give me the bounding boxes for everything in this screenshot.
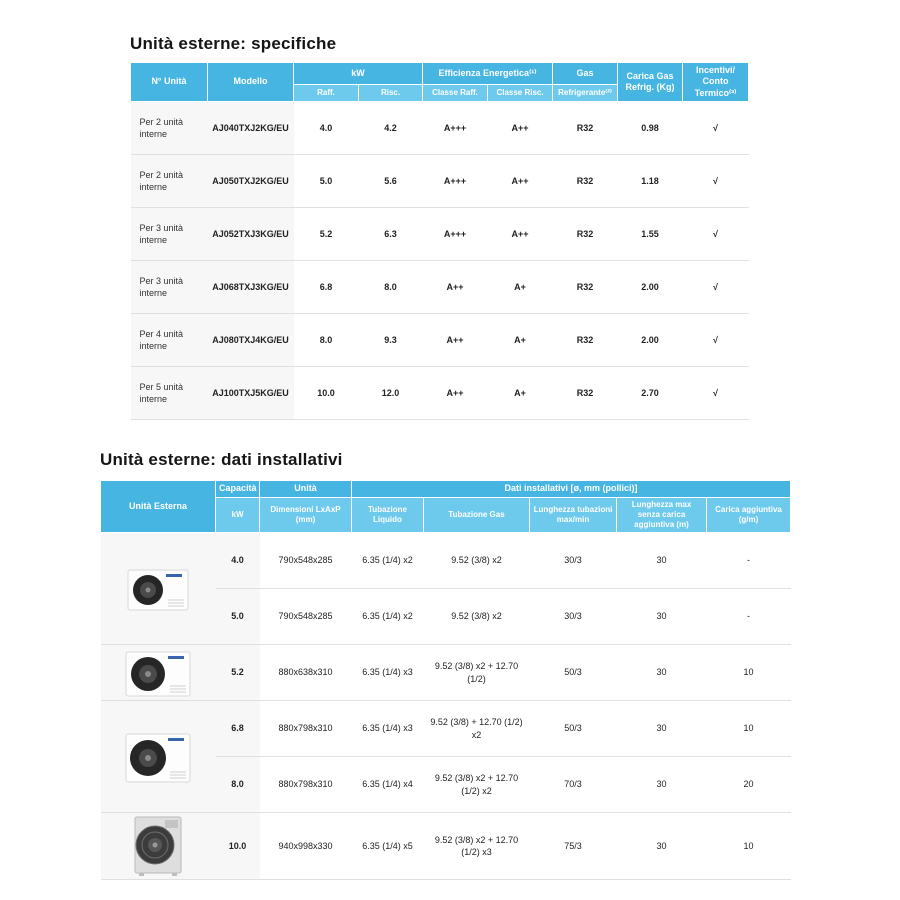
- cell-carica-gas: 2.70: [618, 367, 683, 420]
- cell-classe-raff: A++: [423, 367, 488, 420]
- column-group-gas: Gas: [553, 63, 618, 85]
- section-title-dati-installativi: Unità esterne: dati installativi: [100, 450, 343, 469]
- cell-lunghezza-tubazioni: 70/3: [530, 757, 617, 813]
- cell-carica-gas: 1.55: [618, 208, 683, 261]
- cell-modello: AJ040TXJ2KG/EU: [208, 102, 294, 155]
- outdoor-unit-medium-tall-image: [124, 730, 192, 784]
- cell-tubazione-gas: 9.52 (3/8) x2 + 12.70 (1/2) x3: [424, 813, 530, 880]
- cell-dimensioni: 880x798x310: [260, 701, 352, 757]
- cell-carica-gas: 2.00: [618, 314, 683, 367]
- cell-n-unita: Per 4 unità interne: [131, 314, 208, 367]
- column-header-tubazione-liquido: Tubazione Liquido: [352, 498, 424, 533]
- installation-data-table: [100, 480, 791, 880]
- cell-classe-risc: A++: [488, 102, 553, 155]
- cell-dimensioni: 790x548x285: [260, 589, 352, 645]
- column-header-lunghezza-tubazioni: Lunghezza tubazioni max/min: [530, 498, 617, 533]
- cell-tubazione-gas: 9.52 (3/8) x2 + 12.70 (1/2): [424, 645, 530, 701]
- cell-lunghezza-tubazioni: 75/3: [530, 813, 617, 880]
- cell-capacita: 5.2: [216, 645, 260, 701]
- cell-risc: 6.3: [359, 208, 423, 261]
- column-header-classe-raff: Classe Raff.: [423, 85, 488, 102]
- cell-classe-risc: A+: [488, 261, 553, 314]
- cell-classe-raff: A+++: [423, 102, 488, 155]
- table-row: [101, 701, 791, 757]
- column-group-kw: kW: [294, 63, 423, 85]
- column-header-carica-aggiuntiva: Carica aggiuntiva (g/m): [707, 498, 791, 533]
- cell-incentivi-check: √: [683, 367, 749, 420]
- cell-carica-gas: 1.18: [618, 155, 683, 208]
- column-header-n-unita: N° Unità: [131, 63, 208, 102]
- cell-lunghezza-max: 30: [617, 757, 707, 813]
- column-header-dimensioni: Dimensioni LxAxP (mm): [260, 498, 352, 533]
- table-row: [131, 208, 749, 261]
- cell-modello: AJ100TXJ5KG/EU: [208, 367, 294, 420]
- table-row: [131, 261, 749, 314]
- cell-n-unita: Per 2 unità interne: [131, 102, 208, 155]
- cell-tubazione-liquido: 6.35 (1/4) x2: [352, 589, 424, 645]
- cell-modello: AJ080TXJ4KG/EU: [208, 314, 294, 367]
- cell-raff: 6.8: [294, 261, 359, 314]
- column-header-raff: Raff.: [294, 85, 359, 102]
- cell-classe-risc: A+: [488, 314, 553, 367]
- table-row: [101, 813, 791, 880]
- column-header-refrigerante: Refrigerante⁽²⁾: [553, 85, 618, 102]
- cell-refrigerante: R32: [553, 208, 618, 261]
- outdoor-unit-large-image: [131, 815, 185, 877]
- cell-carica-aggiuntiva: 10: [707, 645, 791, 701]
- section-title-specifiche: Unità esterne: specifiche: [130, 34, 337, 53]
- cell-capacita: 5.0: [216, 589, 260, 645]
- cell-capacita: 4.0: [216, 533, 260, 589]
- cell-risc: 8.0: [359, 261, 423, 314]
- table-row: [131, 155, 749, 208]
- cell-incentivi-check: √: [683, 102, 749, 155]
- cell-tubazione-liquido: 6.35 (1/4) x2: [352, 533, 424, 589]
- table-row: [101, 645, 791, 701]
- column-header-kw: kW: [216, 498, 260, 533]
- cell-n-unita: Per 2 unità interne: [131, 155, 208, 208]
- table-row: [131, 314, 749, 367]
- cell-incentivi-check: √: [683, 261, 749, 314]
- cell-classe-risc: A++: [488, 208, 553, 261]
- column-group-efficienza: Efficienza Energetica⁽¹⁾: [423, 63, 553, 85]
- cell-refrigerante: R32: [553, 367, 618, 420]
- cell-tubazione-liquido: 6.35 (1/4) x5: [352, 813, 424, 880]
- cell-n-unita: Per 3 unità interne: [131, 208, 208, 261]
- cell-tubazione-liquido: 6.35 (1/4) x3: [352, 645, 424, 701]
- cell-lunghezza-tubazioni: 30/3: [530, 533, 617, 589]
- cell-tubazione-gas: 9.52 (3/8) x2: [424, 533, 530, 589]
- cell-unit-image: [101, 645, 216, 701]
- column-header-lunghezza-max: Lunghezza max senza carica aggiuntiva (m): [617, 498, 707, 533]
- cell-capacita: 10.0: [216, 813, 260, 880]
- column-header-carica-gas: Carica Gas Refrig. (Kg): [618, 63, 683, 102]
- cell-refrigerante: R32: [553, 261, 618, 314]
- cell-carica-aggiuntiva: 10: [707, 813, 791, 880]
- cell-lunghezza-max: 30: [617, 813, 707, 880]
- cell-raff: 5.2: [294, 208, 359, 261]
- cell-classe-risc: A+: [488, 367, 553, 420]
- cell-carica-aggiuntiva: 20: [707, 757, 791, 813]
- cell-dimensioni: 880x638x310: [260, 645, 352, 701]
- cell-tubazione-gas: 9.52 (3/8) x2 + 12.70 (1/2) x2: [424, 757, 530, 813]
- cell-dimensioni: 940x998x330: [260, 813, 352, 880]
- cell-dimensioni: 880x798x310: [260, 757, 352, 813]
- cell-lunghezza-tubazioni: 50/3: [530, 645, 617, 701]
- cell-raff: 5.0: [294, 155, 359, 208]
- column-group-dati-installativi: Dati installativi [ø, mm (pollici)]: [352, 481, 791, 498]
- column-header-modello: Modello: [208, 63, 294, 102]
- outdoor-unit-small-image: [126, 566, 190, 612]
- cell-incentivi-check: √: [683, 208, 749, 261]
- cell-classe-raff: A+++: [423, 155, 488, 208]
- cell-carica-aggiuntiva: -: [707, 589, 791, 645]
- cell-dimensioni: 790x548x285: [260, 533, 352, 589]
- column-group-unita: Unità: [260, 481, 352, 498]
- outdoor-unit-medium-image: [124, 648, 192, 698]
- cell-lunghezza-tubazioni: 30/3: [530, 589, 617, 645]
- table-row: [131, 102, 749, 155]
- cell-lunghezza-max: 30: [617, 589, 707, 645]
- cell-classe-raff: A++: [423, 261, 488, 314]
- cell-modello: AJ068TXJ3KG/EU: [208, 261, 294, 314]
- cell-n-unita: Per 5 unità interne: [131, 367, 208, 420]
- column-header-risc: Risc.: [359, 85, 423, 102]
- column-header-tubazione-gas: Tubazione Gas: [424, 498, 530, 533]
- cell-capacita: 8.0: [216, 757, 260, 813]
- table-header-row: [101, 481, 791, 498]
- cell-tubazione-liquido: 6.35 (1/4) x4: [352, 757, 424, 813]
- cell-carica-gas: 0.98: [618, 102, 683, 155]
- cell-risc: 9.3: [359, 314, 423, 367]
- cell-unit-image: [101, 813, 216, 880]
- column-header-classe-risc: Classe Risc.: [488, 85, 553, 102]
- cell-carica-gas: 2.00: [618, 261, 683, 314]
- table-row: [131, 367, 749, 420]
- cell-tubazione-gas: 9.52 (3/8) + 12.70 (1/2) x2: [424, 701, 530, 757]
- cell-incentivi-check: √: [683, 155, 749, 208]
- cell-incentivi-check: √: [683, 314, 749, 367]
- cell-lunghezza-max: 30: [617, 645, 707, 701]
- cell-classe-risc: A++: [488, 155, 553, 208]
- column-header-incentivi: Incentivi/ Conto Termico⁽³⁾: [683, 63, 749, 102]
- cell-refrigerante: R32: [553, 314, 618, 367]
- cell-raff: 8.0: [294, 314, 359, 367]
- cell-lunghezza-max: 30: [617, 533, 707, 589]
- cell-unit-image: [101, 701, 216, 813]
- specifications-table: [130, 62, 749, 420]
- cell-risc: 5.6: [359, 155, 423, 208]
- cell-classe-raff: A++: [423, 314, 488, 367]
- table-row: [101, 533, 791, 589]
- cell-lunghezza-max: 30: [617, 701, 707, 757]
- cell-raff: 10.0: [294, 367, 359, 420]
- cell-tubazione-gas: 9.52 (3/8) x2: [424, 589, 530, 645]
- cell-raff: 4.0: [294, 102, 359, 155]
- cell-modello: AJ052TXJ3KG/EU: [208, 208, 294, 261]
- cell-refrigerante: R32: [553, 155, 618, 208]
- column-header-unita-esterna: Unità Esterna: [101, 481, 216, 533]
- cell-tubazione-liquido: 6.35 (1/4) x3: [352, 701, 424, 757]
- cell-lunghezza-tubazioni: 50/3: [530, 701, 617, 757]
- cell-carica-aggiuntiva: -: [707, 533, 791, 589]
- cell-refrigerante: R32: [553, 102, 618, 155]
- cell-risc: 4.2: [359, 102, 423, 155]
- cell-unit-image: [101, 533, 216, 645]
- cell-carica-aggiuntiva: 10: [707, 701, 791, 757]
- cell-n-unita: Per 3 unità interne: [131, 261, 208, 314]
- table-header-row: [131, 63, 749, 85]
- cell-capacita: 6.8: [216, 701, 260, 757]
- column-group-capacita: Capacità: [216, 481, 260, 498]
- cell-modello: AJ050TXJ2KG/EU: [208, 155, 294, 208]
- cell-risc: 12.0: [359, 367, 423, 420]
- cell-classe-raff: A+++: [423, 208, 488, 261]
